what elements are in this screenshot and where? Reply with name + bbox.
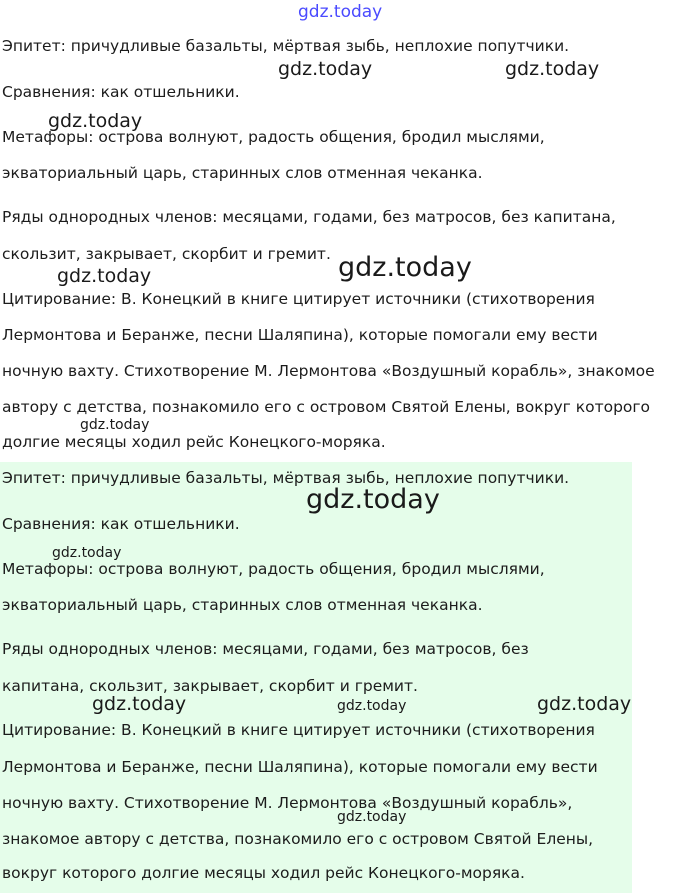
text-line: скользит, закрывает, скорбит и гремит. <box>2 245 331 263</box>
watermark: gdz.today <box>338 252 472 283</box>
text-line-citation: Цитирование: В. Конецкий в книге цитирует источники (стихотворения <box>2 721 595 739</box>
text-line: долгие месяцы ходил рейс Конецкого-моряка. <box>2 433 386 451</box>
text-line: капитана, скользит, закрывает, скорбит и гремит. <box>2 677 418 695</box>
text-line-homogeneous: Ряды однородных членов: месяцами, годами, без матросов, без <box>2 640 529 658</box>
text-line-metaphors: Метафоры: острова волнуют, радость общения, бродил мыслями, <box>2 128 545 146</box>
watermark: gdz.today <box>57 265 152 287</box>
text-line: Лермонтова и Беранже, песни Шаляпина), которые помогали ему вести <box>2 758 598 776</box>
text-line: экваториальный царь, старинных слов отменная чеканка. <box>2 164 483 182</box>
text-line: Лермонтова и Беранже, песни Шаляпина), которые помогали ему вести <box>2 326 598 344</box>
text-line: экваториальный царь, старинных слов отменная чеканка. <box>2 596 483 614</box>
watermark: gdz.today <box>48 110 143 132</box>
watermark: gdz.today <box>537 693 632 715</box>
text-line-citation: Цитирование: В. Конецкий в книге цитирует источники (стихотворения <box>2 290 595 308</box>
text-line-epithets: Эпитет: причудливые базальты, мёртвая зыбь, неплохие попутчики. <box>2 37 570 55</box>
text-line-homogeneous: Ряды однородных членов: месяцами, годами, без матросов, без капитана, <box>2 208 616 226</box>
watermark: gdz.today <box>278 58 373 80</box>
text-line-epithets: Эпитет: причудливые базальты, мёртвая зыбь, неплохие попутчики. <box>2 469 570 487</box>
text-line-comparisons: Сравнения: как отшельники. <box>2 515 240 533</box>
watermark: gdz.today <box>52 545 122 561</box>
text-line: автору с детства, познакомило его с островом Святой Елены, вокруг которого <box>2 398 651 416</box>
text-line-comparisons: Сравнения: как отшельники. <box>2 83 240 101</box>
watermark: gdz.today <box>337 698 407 714</box>
watermark: gdz.today <box>92 693 187 715</box>
text-line: ночную вахту. Стихотворение М. Лермонтова «Воздушный корабль», <box>2 794 573 812</box>
text-line: ночную вахту. Стихотворение М. Лермонтова «Воздушный корабль», знакомое <box>2 362 655 380</box>
watermark: gdz.today <box>337 809 407 825</box>
text-line: вокруг которого долгие месяцы ходил рейс Конецкого-моряка. <box>2 864 525 882</box>
watermark: gdz.today <box>298 2 383 22</box>
watermark: gdz.today <box>80 417 150 433</box>
text-line: знакомое автору с детства, познакомило его с островом Святой Елены, <box>2 830 594 848</box>
watermark: gdz.today <box>306 484 440 515</box>
text-line-metaphors: Метафоры: острова волнуют, радость общения, бродил мыслями, <box>2 560 545 578</box>
watermark: gdz.today <box>505 58 600 80</box>
